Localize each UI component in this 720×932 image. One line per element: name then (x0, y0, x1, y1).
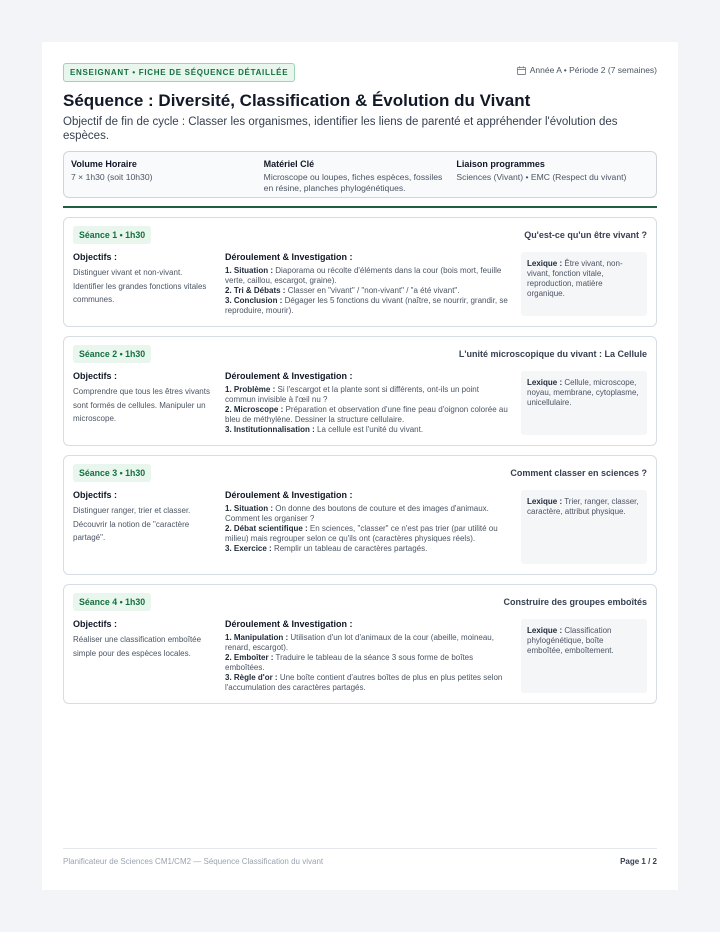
steps-column (219, 371, 521, 435)
step-item: 1. Situation : Diaporama ou récolte d'éléments dans la cour (bois mort, feuille verte, caillou, escargot, graine). (225, 266, 502, 285)
page-title: Séquence : Diversité, Classification & Évolution du Vivant (63, 91, 531, 110)
section-divider (63, 206, 657, 208)
lexique-column (521, 490, 647, 564)
meta-liaison (456, 159, 649, 190)
session-question: L'unité microscopique du vivant : La Cellule (458, 349, 647, 359)
steps-list (225, 504, 511, 554)
objectives-title: Objectifs : (73, 252, 118, 262)
step-item: 3. Institutionnalisation : La cellule est l'unité du vivant. (225, 425, 424, 434)
role-badge: ENSEIGNANT • FICHE DE SÉQUENCE DÉTAILLÉE (63, 63, 295, 82)
step-item: 2. Tri & Débats : Classer en "vivant" / "non-vivant" / "a été vivant". (225, 286, 460, 295)
steps-title: Déroulement & Investigation : (225, 371, 353, 381)
session-question: Construire des groupes emboîtés (503, 597, 647, 607)
meta-materiel (263, 159, 457, 193)
lexique-box: Lexique : Trier, ranger, classer, caractère, attribut physique. (521, 490, 647, 564)
steps-column (219, 252, 521, 316)
session-question: Comment classer en sciences ? (510, 468, 647, 478)
steps-title: Déroulement & Investigation : (225, 252, 353, 262)
step-item: 2. Microscope : Préparation et observation d'une fine peau d'oignon colorée au bleu de méthylène. Dessiner la structure cellulaire. (225, 405, 508, 424)
meta-summary (63, 151, 657, 198)
step-item: 1. Manipulation : Utilisation d'un lot d'animaux de la cour (abeille, moineau, renard, escargot). (225, 633, 494, 652)
page-subtitle: Objectif de fin de cycle : Classer les organismes, identifier les liens de parenté et appréhender l'évolution des espèces. (63, 116, 618, 142)
session-card (63, 217, 657, 327)
step-item: 1. Situation : On donne des boutons de couture et des images d'animaux. Comment les organiser ? (225, 504, 489, 523)
session-badge: Séance 3 • 1h30 (73, 464, 151, 482)
objectives-text: Réaliser une classification emboîtée simple pour des espèces locales. (73, 635, 202, 658)
header-top (63, 63, 657, 82)
step-item: 3. Règle d'or : Une boîte contient d'autres boîtes de plus en plus petites selon l'accumulation des caractères partagés. (225, 673, 503, 692)
steps-column (219, 619, 521, 693)
meta-text: 7 × 1h30 (soit 10h30) (71, 172, 153, 182)
steps-title: Déroulement & Investigation : (225, 619, 353, 629)
objectives-title: Objectifs : (73, 490, 118, 500)
meta-text: Sciences (Vivant) • EMC (Respect du vivant) (456, 172, 627, 182)
session-card (63, 336, 657, 446)
session-card (63, 584, 657, 704)
meta-title: Volume Horaire (71, 159, 137, 169)
meta-title: Liaison programmes (456, 159, 545, 169)
objectives-text: Distinguer vivant et non-vivant. Identifier les grandes fonctions vitales communes. (73, 268, 207, 304)
meta-text: Microscope ou loupes, fiches espèces, fossiles en résine, planches phylogénétiques. (263, 172, 443, 193)
lexique-box: Lexique : Être vivant, non-vivant, fonction vitale, reproduction, matière organique. (521, 252, 647, 316)
footer-caption: Planificateur de Sciences CM1/CM2 — Séquence Classification du vivant (63, 857, 324, 866)
step-item: 2. Emboîter : Traduire le tableau de la séance 3 sous forme de boîtes emboîtées. (225, 653, 474, 672)
objectives-text: Comprendre que tous les êtres vivants sont formés de cellules. Manipuler un microscope. (73, 387, 210, 423)
steps-column (219, 490, 521, 564)
objectives-column (73, 490, 219, 564)
steps-list (225, 633, 511, 693)
session-badge: Séance 1 • 1h30 (73, 226, 151, 244)
objectives-text: Distinguer ranger, trier et classer. Découvrir la notion de "caractère partagé". (73, 506, 191, 542)
steps-list (225, 385, 511, 435)
session-question: Qu'est-ce qu'un être vivant ? (524, 230, 647, 240)
session-card (63, 455, 657, 575)
lexique-column (521, 252, 647, 316)
step-item: 1. Problème : Si l'escargot et la plante sont si différents, ont-ils un point commun invisible à l'œil nu ? (225, 385, 479, 404)
objectives-column (73, 371, 219, 435)
session-badge: Séance 4 • 1h30 (73, 593, 151, 611)
objectives-column (73, 619, 219, 693)
step-item: 3. Conclusion : Dégager les 5 fonctions du vivant (naître, se nourrir, grandir, se reproduire, mourir). (225, 296, 508, 315)
period-info (517, 65, 657, 75)
lexique-box: Lexique : Cellule, microscope, noyau, membrane, cytoplasme, unicellulaire. (521, 371, 647, 435)
document-page (42, 42, 678, 890)
page-footer (63, 848, 657, 866)
period-text: Année A • Période 2 (7 semaines) (529, 65, 657, 75)
lexique-column (521, 619, 647, 693)
step-item: 3. Exercice : Remplir un tableau de caractères partagés. (225, 544, 428, 553)
lexique-column (521, 371, 647, 435)
steps-title: Déroulement & Investigation : (225, 490, 353, 500)
objectives-title: Objectifs : (73, 371, 118, 381)
page-number: Page 1 / 2 (620, 857, 657, 866)
meta-title: Matériel Clé (263, 159, 315, 169)
step-item: 2. Débat scientifique : En sciences, "classer" ce n'est pas trier (par utilité ou milieu) mais regrouper selon ce qu'ils ont (caractères physiques réels). (225, 524, 498, 543)
lexique-box: Lexique : Classification phylogénétique, boîte emboîtée, emboîtement. (521, 619, 647, 693)
objectives-title: Objectifs : (73, 619, 118, 629)
objectives-column (73, 252, 219, 316)
steps-list (225, 266, 511, 316)
session-badge: Séance 2 • 1h30 (73, 345, 151, 363)
meta-volume (71, 159, 264, 190)
calendar-icon (517, 66, 526, 75)
